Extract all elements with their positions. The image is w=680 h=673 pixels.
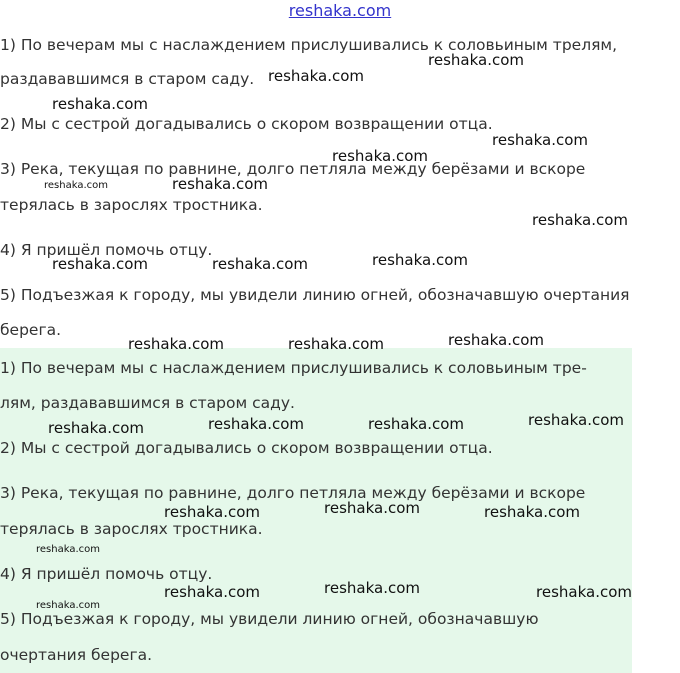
watermark: reshaka.com <box>44 180 108 191</box>
watermark: reshaka.com <box>536 583 632 601</box>
watermark: reshaka.com <box>448 331 544 349</box>
watermark: reshaka.com <box>164 583 260 601</box>
watermark: reshaka.com <box>368 415 464 433</box>
block1-sentence-1-line-1: 1) По вечерам мы с наслаждением прислушивались к соловьиным трелям, <box>0 36 618 54</box>
watermark: reshaka.com <box>208 415 304 433</box>
block2-sentence-5-line-2: очертания берега. <box>0 646 153 664</box>
block1-sentence-3-line-2: терялась в зарослях тростника. <box>0 196 263 214</box>
watermark: reshaka.com <box>324 579 420 597</box>
block2-sentence-1-line-1: 1) По вечерам мы с наслаждением прислушивались к соловьиным тре- <box>0 359 587 377</box>
block1-sentence-3-line-1: 3) Река, текущая по равнине, долго петляла между берёзами и вскоре <box>0 160 586 178</box>
block2-sentence-3-line-2: терялась в зарослях тростника. <box>0 520 263 538</box>
watermark: reshaka.com <box>324 499 420 517</box>
block2-sentence-1-line-2: лям, раздававшимся в старом саду. <box>0 394 295 412</box>
watermark: reshaka.com <box>332 147 428 165</box>
watermark: reshaka.com <box>164 503 260 521</box>
watermark: reshaka.com <box>428 51 524 69</box>
block2-sentence-3-line-1: 3) Река, текущая по равнине, долго петляла между берёзами и вскоре <box>0 484 586 502</box>
watermark: reshaka.com <box>528 411 624 429</box>
watermark: reshaka.com <box>484 503 580 521</box>
watermark: reshaka.com <box>36 600 100 611</box>
block2-sentence-4: 4) Я пришёл помочь отцу. <box>0 565 213 583</box>
watermark: reshaka.com <box>52 255 148 273</box>
watermark: reshaka.com <box>288 335 384 353</box>
block1-sentence-5-line-2: берега. <box>0 321 62 339</box>
watermark: reshaka.com <box>492 131 588 149</box>
watermark: reshaka.com <box>372 251 468 269</box>
block1-sentence-4: 4) Я пришёл помочь отцу. <box>0 241 213 259</box>
watermark: reshaka.com <box>48 419 144 437</box>
block1-sentence-1-line-2: раздававшимся в старом саду. <box>0 70 255 88</box>
watermark: reshaka.com <box>128 335 224 353</box>
block1-sentence-2: 2) Мы с сестрой догадывались о скором возвращении отца. <box>0 115 493 133</box>
watermark: reshaka.com <box>36 544 100 555</box>
site-header-link[interactable]: reshaka.com <box>288 1 392 20</box>
watermark: reshaka.com <box>268 67 364 85</box>
block1-sentence-5-line-1: 5) Подъезжая к городу, мы увидели линию огней, обозначавшую очертания <box>0 286 630 304</box>
watermark: reshaka.com <box>212 255 308 273</box>
block2-sentence-5-line-1: 5) Подъезжая к городу, мы увидели линию огней, обозначавшую <box>0 610 539 628</box>
watermark: reshaka.com <box>172 175 268 193</box>
watermark: reshaka.com <box>532 211 628 229</box>
block2-sentence-2: 2) Мы с сестрой догадывались о скором возвращении отца. <box>0 439 493 457</box>
watermark: reshaka.com <box>52 95 148 113</box>
